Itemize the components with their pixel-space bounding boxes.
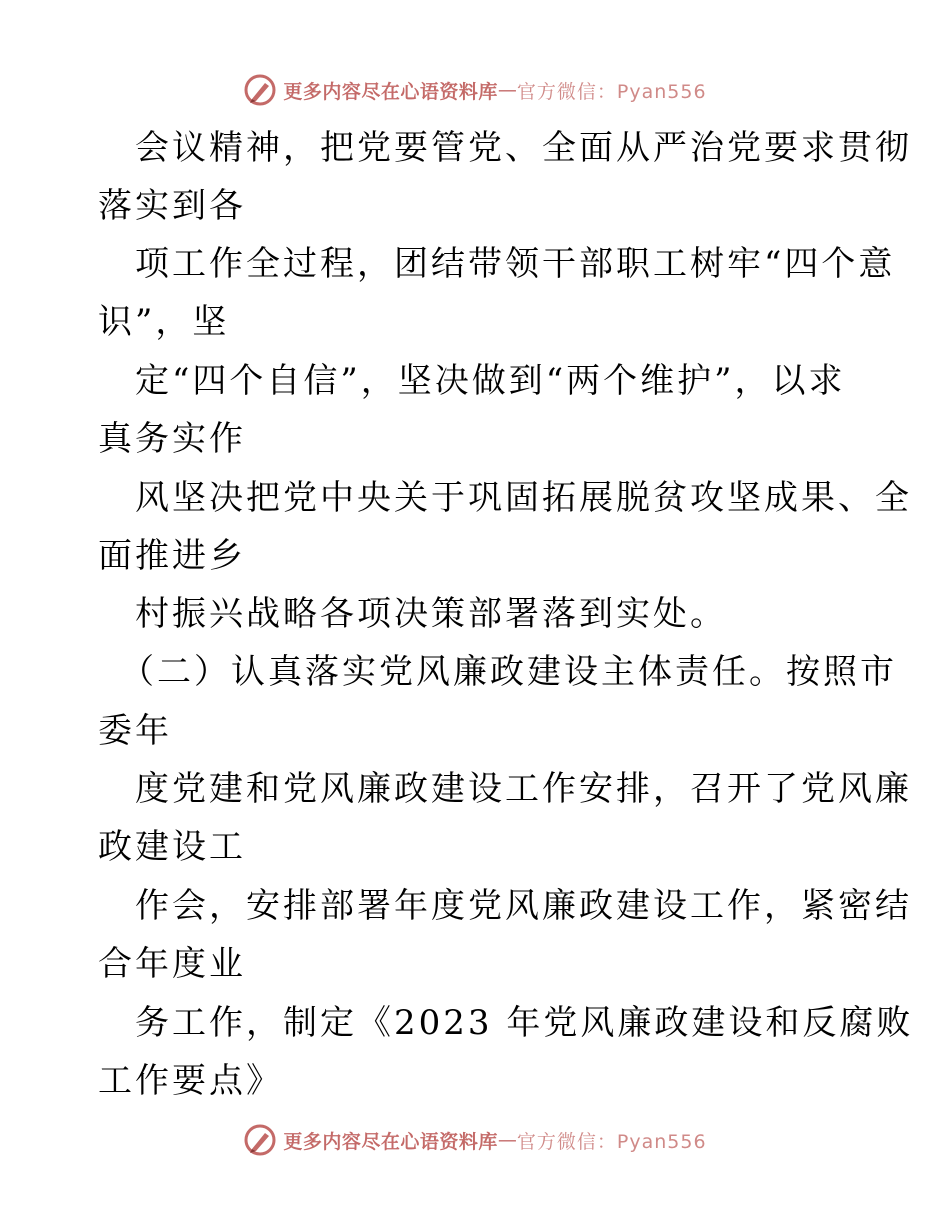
banner-handle: 官方微信：Pyan556 (516, 1130, 707, 1153)
text-line: 定“四个自信”，坚决做到“两个维护”，以求 (135, 361, 846, 401)
banner-title: 更多内容尽在心语资料库 (283, 80, 498, 103)
text-line: 政建设工 (98, 827, 246, 867)
text-line: 合年度业 (98, 944, 246, 984)
text-line: 面推进乡 (98, 536, 246, 576)
text-line: 村振兴战略各项决策部署落到实处。 (135, 594, 727, 634)
text-line: 真务实作 (98, 419, 246, 459)
pen-logo-icon (243, 1123, 277, 1157)
text-line: 度党建和党风廉政建设工作安排，召开了党风廉 (135, 769, 912, 809)
text-line: 落实到各 (98, 186, 246, 226)
text-line: 作会，安排部署年度党风廉政建设工作，紧密结 (135, 886, 912, 926)
text-line: 风坚决把党中央关于巩固拓展脱贫攻坚成果、全 (135, 478, 912, 518)
banner-separator: — (497, 79, 517, 101)
text-line: 务工作，制定《2023 年党风廉政建设和反腐败 (135, 1003, 914, 1043)
text-line: 会议精神，把党要管党、全面从严治党要求贯彻 (135, 128, 912, 168)
footer-watermark-banner (0, 1120, 950, 1160)
banner-handle: 官方微信：Pyan556 (516, 80, 707, 103)
banner-separator: — (497, 1129, 517, 1151)
text-line: （二）认真落实党风廉政建设主体责任。按照市 (120, 652, 897, 692)
text-line: 工作要点》 (98, 1061, 283, 1101)
text-line: 委年 (98, 711, 172, 751)
text-line: 识”，坚 (98, 302, 230, 342)
text-line: 项工作全过程，团结带领干部职工树牢“四个意 (135, 244, 896, 284)
banner-title: 更多内容尽在心语资料库 (283, 1130, 498, 1153)
